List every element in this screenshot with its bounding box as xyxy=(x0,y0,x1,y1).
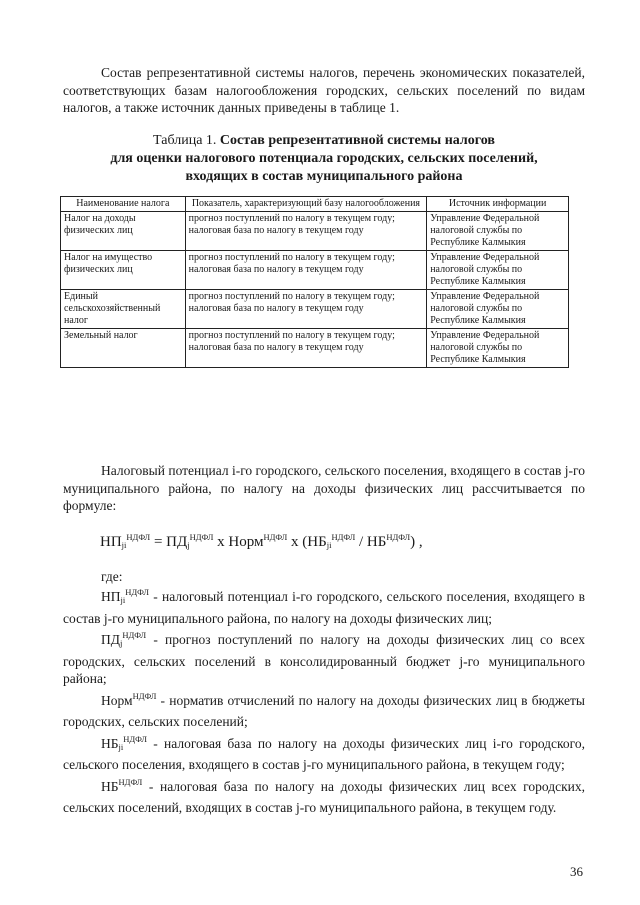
tax-system-table xyxy=(60,196,569,368)
header-tax-name: Наименование налога xyxy=(61,197,186,212)
def-symbol: НП xyxy=(101,589,121,604)
intro-paragraph: Состав репрезентативной системы налогов, перечень экономических показателей, соответствующих базам налогообложения городских, сельских поселений по видам налогов, а также источник данных приведены в таблице 1. xyxy=(63,65,585,115)
formula-norm-sup: НДФЛ xyxy=(263,532,288,542)
def-text: - налоговый потенциал i-го городского, сельского поселения, входящего в состав j-го муниципального района, по налогу на доходы физических лиц; xyxy=(63,589,585,626)
indicator-line1: прогноз поступлений по налогу в текущем году; xyxy=(188,291,395,302)
definitions-list xyxy=(63,584,585,817)
indicator-line1: прогноз поступлений по налогу в текущем году; xyxy=(188,252,395,263)
def-symbol: Норм xyxy=(101,692,133,708)
formula-nb-total: НБ xyxy=(366,534,387,550)
indicator-line2: налоговая база по налогу в текущем году xyxy=(188,342,364,353)
indicator-line2: налоговая база по налогу в текущем году xyxy=(188,225,364,236)
cell-indicator xyxy=(185,329,427,368)
formula-np-sub: ji xyxy=(121,540,127,550)
indicator-line2: налоговая база по налогу в текущем году xyxy=(188,303,364,314)
def-sup: НДФЛ xyxy=(122,630,147,640)
formula-equals: = xyxy=(150,534,167,550)
def-sub: ji xyxy=(120,595,126,605)
formula-close: ) , xyxy=(410,534,423,550)
table-row xyxy=(61,251,569,290)
def-sup: НДФЛ xyxy=(123,733,148,744)
definition-item xyxy=(63,688,585,731)
table-row xyxy=(61,212,569,251)
formula-np: НП xyxy=(100,534,122,550)
cell-tax: Налог на имущество физических лиц xyxy=(61,251,186,290)
formula-intro-paragraph: Налоговый потенциал i-го городского, сельского поселения, входящего в состав j-го муниципального района, по налогу на доходы физических лиц рассчитывается по формуле: xyxy=(63,463,585,513)
definition-item xyxy=(63,584,585,627)
indicator-line2: налоговая база по налогу в текущем году xyxy=(188,264,364,275)
caption-title-line2: для оценки налогового потенциала городских, сельских поселений, xyxy=(110,151,538,166)
indicator-line1: прогноз поступлений по налогу в текущем году; xyxy=(188,213,395,224)
table-header-row xyxy=(61,197,569,212)
def-sup: НДФЛ xyxy=(132,690,157,701)
def-text: - прогноз поступлений по налогу на доходы физических лиц со всех городских, сельских поселений в консолидированный бюджет j-го муниципального района; xyxy=(63,632,585,686)
def-text: - налоговая база по налогу на доходы физических лиц i-го городского, сельского поселения, входящего в состав j-го муниципального района, в текущем году; xyxy=(63,735,585,772)
caption-title-line3: входящих в состав муниципального района xyxy=(185,169,463,184)
formula-pd: ПД xyxy=(166,534,188,550)
formula-pd-sub: j xyxy=(187,540,190,550)
cell-source: Управление Федеральной налоговой службы по Республике Калмыкия xyxy=(427,329,569,368)
cell-source: Управление Федеральной налоговой службы по Республике Калмыкия xyxy=(427,290,569,329)
definition-item xyxy=(63,731,585,774)
formula xyxy=(100,527,423,555)
cell-source: Управление Федеральной налоговой службы по Республике Калмыкия xyxy=(427,212,569,251)
cell-source: Управление Федеральной налоговой службы по Республике Калмыкия xyxy=(427,251,569,290)
formula-slash: / xyxy=(355,534,367,550)
cell-indicator xyxy=(185,290,427,329)
table-caption xyxy=(63,132,585,186)
def-sup: НДФЛ xyxy=(125,587,150,597)
cell-indicator xyxy=(185,251,427,290)
def-sub: j xyxy=(119,638,123,648)
cell-tax: Земельный налог xyxy=(61,329,186,368)
caption-prefix: Таблица 1. xyxy=(153,133,220,148)
table-row xyxy=(61,329,569,368)
def-sup: НДФЛ xyxy=(118,776,143,787)
def-symbol: НБ xyxy=(101,778,119,794)
formula-open: x ( xyxy=(287,534,308,550)
indicator-line1: прогноз поступлений по налогу в текущем году; xyxy=(188,330,395,341)
cell-indicator xyxy=(185,212,427,251)
definition-item xyxy=(63,627,585,688)
formula-nb: НБ xyxy=(307,534,327,550)
formula-pd-sup: НДФЛ xyxy=(189,532,214,542)
cell-tax: Налог на доходы физических лиц xyxy=(61,212,186,251)
cell-tax: Единый сельскохозяйственный налог xyxy=(61,290,186,329)
formula-norm: Норм xyxy=(228,534,264,550)
formula-nb-sub: ji xyxy=(326,540,332,550)
formula-times: x xyxy=(213,534,229,550)
def-text: - налоговая база по налогу на доходы физических лиц всех городских, сельских поселений, входящих в состав j-го муниципального района, в текущем году. xyxy=(63,778,585,815)
header-source: Источник информации xyxy=(427,197,569,212)
def-symbol: НБ xyxy=(101,735,119,751)
caption-title-line1: Состав репрезентативной системы налогов xyxy=(219,133,495,148)
formula-nb-total-sup: НДФЛ xyxy=(386,532,411,542)
def-text: - норматив отчислений по налогу на доходы физических лиц в бюджеты городских, сельских поселений; xyxy=(63,692,585,729)
definition-item xyxy=(63,774,585,817)
formula-nb-sup: НДФЛ xyxy=(331,532,356,542)
def-sub: ji xyxy=(118,741,124,752)
def-symbol: ПД xyxy=(101,632,120,647)
header-indicator: Показатель, характеризующий базу налогообложения xyxy=(185,197,427,212)
table-row xyxy=(61,290,569,329)
formula-np-sup: НДФЛ xyxy=(126,532,151,542)
page-number: 36 xyxy=(570,864,583,879)
where-label: где: xyxy=(101,569,123,584)
